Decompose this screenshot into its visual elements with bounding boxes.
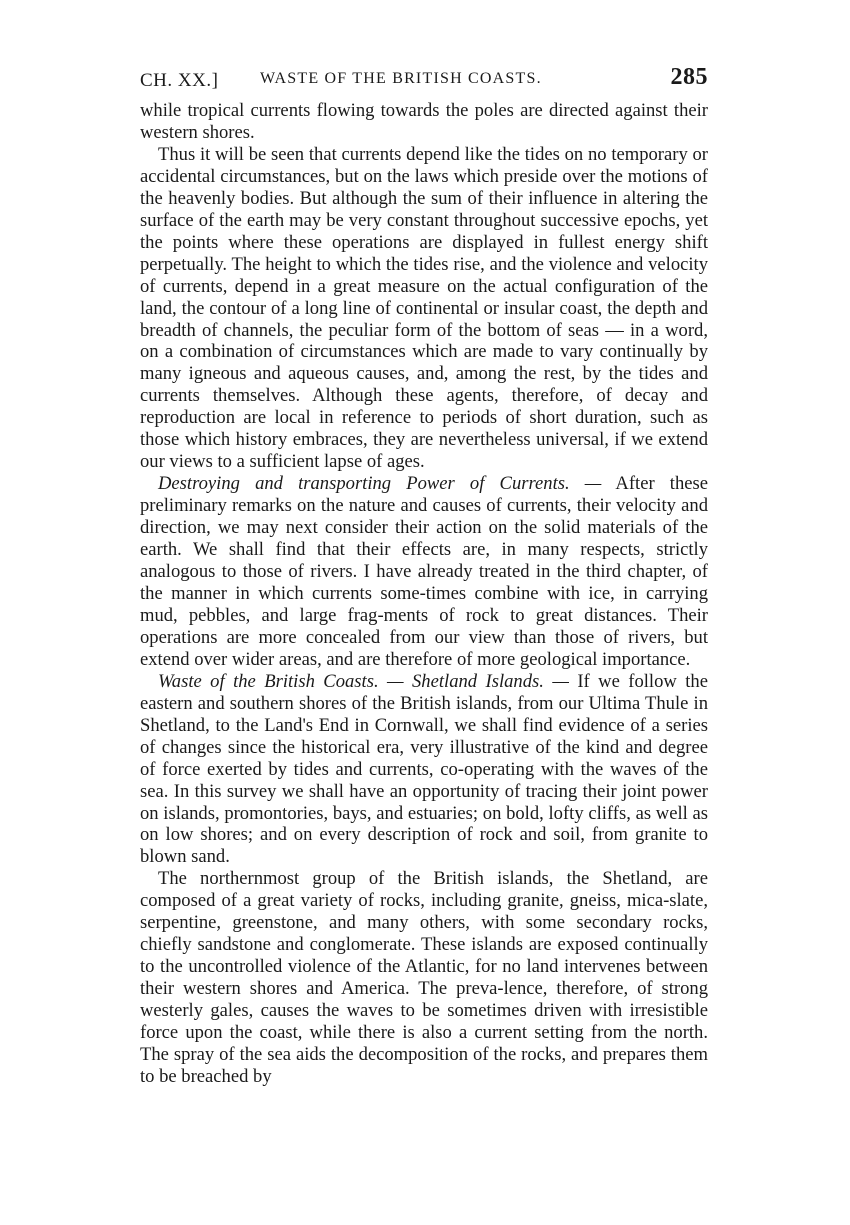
book-page — [140, 64, 708, 1088]
paragraph — [140, 671, 708, 869]
section-heading: Waste of the British Coasts. — Shetland Islands. — — [158, 670, 569, 692]
paragraph-text: If we follow the eastern and southern shores of the British islands, from our Ultima Thule in Shetland, to the Land's End in Cornwall, we shall find evidence of a series of changes since the historical era, very illustrative of the kind and degree of force exerted by tides and currents, co-operating with the waves of the sea. In this survey we shall have an opportunity of tracing their joint power on islands, promontories, bays, and estuaries; on bold, lofty cliffs, as well as on low shores; and on every description of rock and soil, from granite to blown sand. — [140, 670, 708, 868]
running-head — [140, 64, 708, 100]
paragraph — [140, 100, 708, 144]
paragraph — [140, 473, 708, 671]
paragraph — [140, 144, 708, 473]
page-number: 285 — [670, 64, 708, 90]
paragraph-text: Thus it will be seen that currents depend like the tides on no temporary or accidental circumstances, but on the laws which preside over the motions of the heavenly bodies. But although the sum of their influence in altering the surface of the earth may be very constant throughout successive epochs, yet the points where these operations are displayed in fullest energy shift perpetually. The height to which the tides rise, and the violence and velocity of currents, depend in a great measure on the actual configuration of the land, the contour of a long line of continental or insular coast, the depth and breadth of channels, the peculiar form of the bottom of seas — in a word, on a combination of circumstances which are made to vary continually by many igneous and aqueous causes, and, among the rest, by the tides and currents themselves. Although these agents, therefore, of decay and reproduction are local in reference to periods of short duration, such as those which history embraces, they are nevertheless universal, if we extend our views to a sufficient lapse of ages. — [140, 143, 708, 473]
running-title: WASTE OF THE BRITISH COASTS. — [260, 70, 542, 87]
body-text — [140, 100, 708, 1088]
paragraph-text: The northernmost group of the British islands, the Shetland, are composed of a great variety of rocks, including granite, gneiss, mica-slate, serpentine, greenstone, and many others, with some secondary rocks, chiefly sandstone and conglomerate. These islands are exposed continually to the uncontrolled violence of the Atlantic, for no land intervenes between their western shores and America. The preva-lence, therefore, of strong westerly gales, causes the waves to be sometimes driven with irresistible force upon the coast, while there is also a current setting from the north. The spray of the sea aids the decomposition of the rocks, and prepares them to be breached by — [140, 868, 708, 1087]
section-heading: Destroying and transporting Power of Currents. — — [158, 473, 602, 495]
paragraph-text: while tropical currents flowing towards the poles are directed against their western shores. — [140, 100, 708, 143]
chapter-label: CH. XX.] — [140, 70, 219, 91]
paragraph — [140, 868, 708, 1088]
paragraph-text: After these preliminary remarks on the nature and causes of currents, their velocity and direction, we may next consider their action on the solid materials of the earth. We shall find that their effects are, in many respects, strictly analogous to those of rivers. I have already treated in the third chapter, of the manner in which currents some-times combine with ice, in carrying mud, pebbles, and large frag-ments of rock to great distances. Their operations are more concealed from our view than those of rivers, but extend over wider areas, and are therefore of more geological importance. — [140, 473, 708, 670]
